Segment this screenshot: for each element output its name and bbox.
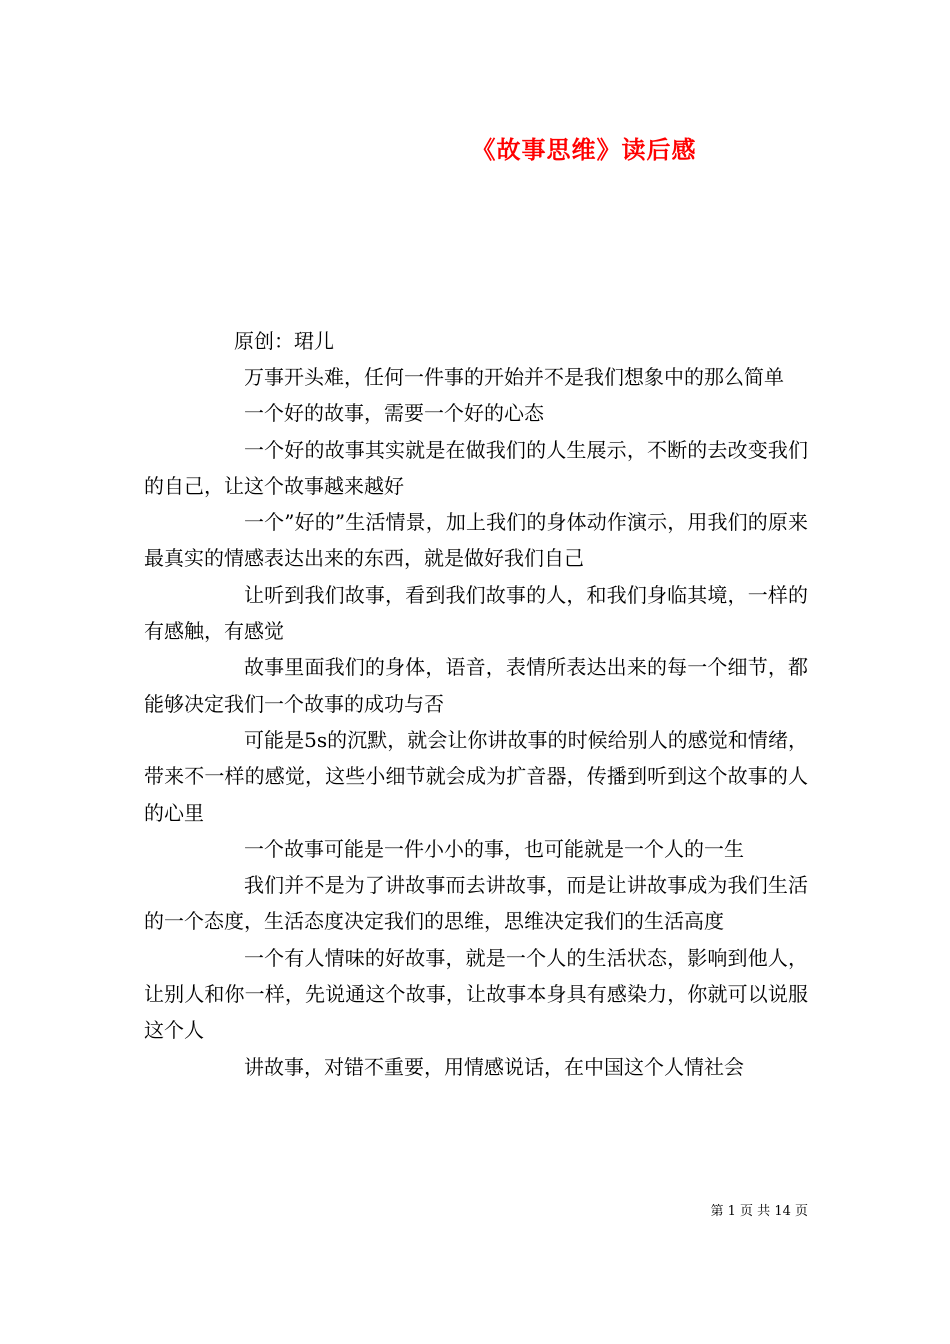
- paragraph: 可能是5s的沉默，就会让你讲故事的时候给别人的感觉和情绪，带来不一样的感觉，这些小细节就会成为扩音器，传播到听到这个故事的人的心里: [144, 727, 808, 825]
- page-title: 《故事思维》读后感: [471, 135, 697, 164]
- paragraph: 一个好的故事，需要一个好的心态: [244, 401, 544, 426]
- paragraph: 万事开头难，任何一件事的开始并不是我们想象中的那么简单: [244, 365, 784, 389]
- paragraph: 一个好的故事其实就是在做我们的人生展示，不断的去改变我们的自己，让这个故事越来越好: [144, 437, 808, 498]
- paragraph: 我们并不是为了讲故事而去讲故事，而是让讲故事成为我们生活的一个态度，生活态度决定我们的思维，思维决定我们的生活高度: [144, 873, 808, 934]
- author-line: 原创：珺儿: [234, 329, 334, 353]
- body-text: [144, 359, 808, 1085]
- page-footer: 第 1 页 共 14 页: [710, 1204, 808, 1219]
- paragraph: 让听到我们故事，看到我们故事的人，和我们身临其境，一样的有感触，有感觉: [144, 582, 808, 644]
- paragraph: 故事里面我们的身体，语音，表情所表达出来的每一个细节，都能够决定我们一个故事的成功与否: [144, 655, 808, 716]
- paragraph: 一个”好的”生活情景，加上我们的身体动作演示，用我们的原来最真实的情感表达出来的东西，就是做好我们自己: [144, 510, 808, 571]
- paragraph: 一个故事可能是一件小小的事，也可能就是一个人的一生: [244, 836, 744, 861]
- paragraph: 一个有人情味的好故事，就是一个人的生活状态，影响到他人，让别人和你一样，先说通这个故事，让故事本身具有感染力，你就可以说服这个人: [144, 945, 808, 1043]
- paragraph: 讲故事，对错不重要，用情感说话，在中国这个人情社会: [244, 1054, 744, 1079]
